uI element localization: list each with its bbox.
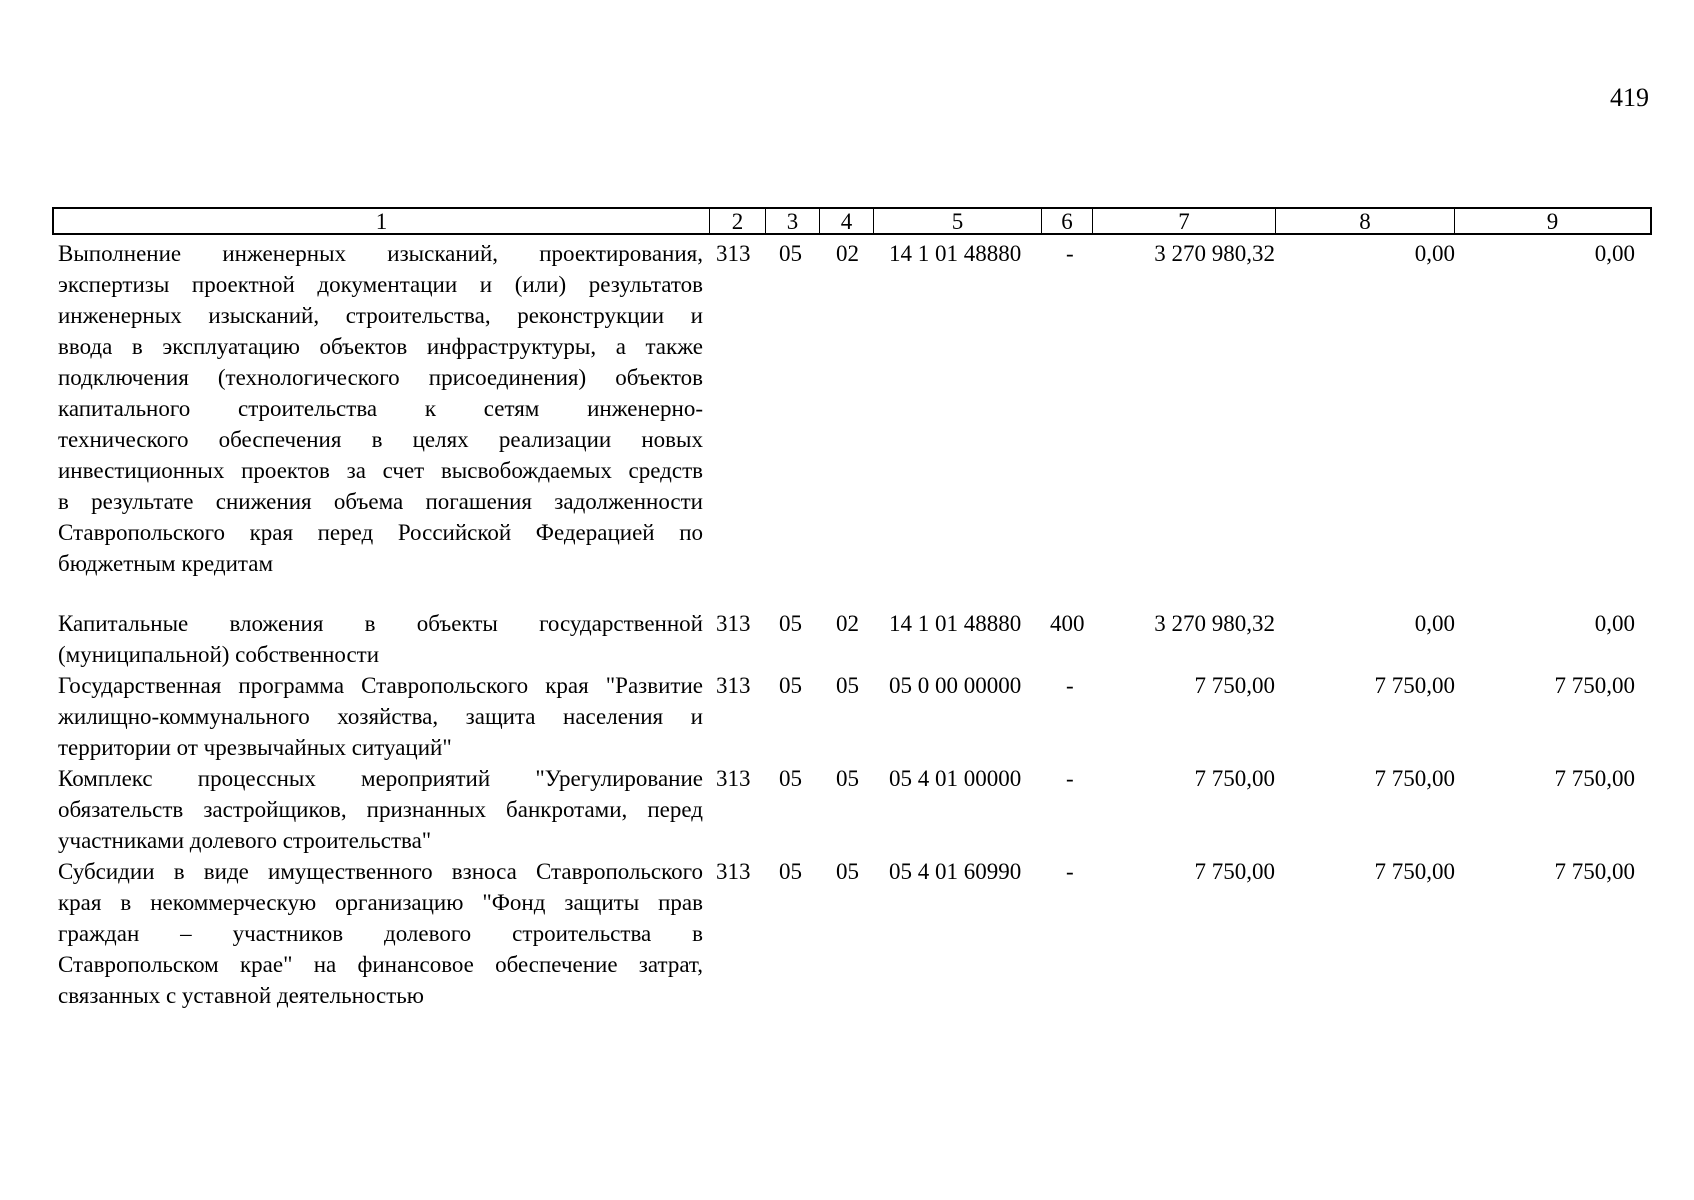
description-line: Выполнение инженерных изысканий, проектирования, bbox=[58, 241, 703, 266]
cell-col-8: 7 750,00 bbox=[1374, 859, 1455, 884]
cell-col-7: 7 750,00 bbox=[1194, 766, 1275, 791]
cell-col-8: 7 750,00 bbox=[1374, 766, 1455, 791]
cell-col-2: 313 bbox=[716, 611, 751, 636]
cell-col-3: 05 bbox=[779, 766, 802, 791]
cell-col-6: - bbox=[1066, 766, 1074, 791]
cell-col-7: 7 750,00 bbox=[1194, 673, 1275, 698]
description-line: инвестиционных проектов за счет высвобождаемых средств bbox=[58, 458, 703, 483]
cell-col-5: 14 1 01 48880 bbox=[889, 611, 1022, 636]
cell-col-6: - bbox=[1066, 241, 1074, 266]
row-description bbox=[58, 856, 703, 1011]
row-description bbox=[58, 763, 703, 856]
description-line: жилищно-коммунального хозяйства, защита населения и bbox=[58, 704, 703, 729]
description-line: экспертизы проектной документации и (или) результатов bbox=[58, 272, 703, 297]
description-line: Государственная программа Ставропольского края "Развитие bbox=[58, 673, 703, 698]
cell-col-7: 3 270 980,32 bbox=[1154, 241, 1275, 266]
cell-col-5: 05 4 01 60990 bbox=[889, 859, 1022, 884]
description-line: Комплекс процессных мероприятий "Урегулирование bbox=[58, 766, 703, 791]
row-description bbox=[58, 608, 703, 670]
description-line: технического обеспечения в целях реализации новых bbox=[58, 427, 703, 452]
header-col-9: 9 bbox=[1454, 209, 1650, 233]
description-line: края в некоммерческую организацию "Фонд защиты прав bbox=[58, 890, 703, 915]
description-line: территории от чрезвычайных ситуаций" bbox=[58, 735, 452, 760]
cell-col-9: 0,00 bbox=[1594, 241, 1635, 266]
header-col-4: 4 bbox=[819, 209, 873, 233]
header-col-7: 7 bbox=[1092, 209, 1275, 233]
cell-col-9: 7 750,00 bbox=[1554, 766, 1635, 791]
cell-col-8: 0,00 bbox=[1414, 241, 1455, 266]
cell-col-3: 05 bbox=[779, 611, 802, 636]
cell-col-8: 0,00 bbox=[1414, 611, 1455, 636]
description-line: инженерных изысканий, строительства, реконструкции и bbox=[58, 303, 703, 328]
cell-col-6: 400 bbox=[1050, 611, 1085, 636]
cell-col-4: 05 bbox=[836, 766, 859, 791]
cell-col-4: 05 bbox=[836, 673, 859, 698]
cell-col-9: 7 750,00 bbox=[1554, 673, 1635, 698]
header-col-8: 8 bbox=[1275, 209, 1454, 233]
description-line: Капитальные вложения в объекты государственной bbox=[58, 611, 703, 636]
header-col-1: 1 bbox=[375, 209, 388, 234]
description-line: бюджетным кредитам bbox=[58, 551, 274, 576]
header-col-5: 5 bbox=[873, 209, 1041, 233]
cell-col-2: 313 bbox=[716, 766, 751, 791]
description-line: участниками долевого строительства" bbox=[58, 828, 432, 853]
description-line: Субсидии в виде имущественного взноса Ставропольского bbox=[58, 859, 703, 884]
cell-col-2: 313 bbox=[716, 859, 751, 884]
cell-col-4: 05 bbox=[836, 859, 859, 884]
row-description bbox=[58, 238, 703, 579]
page-number: 419 bbox=[1610, 83, 1649, 112]
description-line: Ставропольском крае" на финансовое обеспечение затрат, bbox=[58, 952, 703, 977]
cell-col-4: 02 bbox=[836, 241, 859, 266]
description-line: подключения (технологического присоединения) объектов bbox=[58, 365, 703, 390]
cell-col-3: 05 bbox=[779, 859, 802, 884]
description-line: капитального строительства к сетям инженерно- bbox=[58, 396, 703, 421]
description-line: Ставропольского края перед Российской Федерацией по bbox=[58, 520, 703, 545]
cell-col-9: 0,00 bbox=[1594, 611, 1635, 636]
cell-col-6: - bbox=[1066, 859, 1074, 884]
header-col-3: 3 bbox=[765, 209, 819, 233]
cell-col-3: 05 bbox=[779, 673, 802, 698]
cell-col-9: 7 750,00 bbox=[1554, 859, 1635, 884]
cell-col-2: 313 bbox=[716, 241, 751, 266]
cell-col-6: - bbox=[1066, 673, 1074, 698]
cell-col-7: 7 750,00 bbox=[1194, 859, 1275, 884]
description-line: обязательств застройщиков, признанных банкротами, перед bbox=[58, 797, 703, 822]
cell-col-5: 05 0 00 00000 bbox=[889, 673, 1022, 698]
cell-col-5: 05 4 01 00000 bbox=[889, 766, 1022, 791]
cell-col-7: 3 270 980,32 bbox=[1154, 611, 1275, 636]
cell-col-8: 7 750,00 bbox=[1374, 673, 1455, 698]
row-description bbox=[58, 670, 703, 763]
header-col-2: 2 bbox=[709, 209, 765, 233]
cell-col-5: 14 1 01 48880 bbox=[889, 241, 1022, 266]
description-line: связанных с уставной деятельностью bbox=[58, 983, 424, 1008]
description-line: граждан – участников долевого строительства в bbox=[58, 921, 703, 946]
table-header bbox=[52, 207, 1652, 235]
description-line: в результате снижения объема погашения задолженности bbox=[58, 489, 703, 514]
header-col-6: 6 bbox=[1041, 209, 1092, 233]
cell-col-4: 02 bbox=[836, 611, 859, 636]
cell-col-2: 313 bbox=[716, 673, 751, 698]
cell-col-3: 05 bbox=[779, 241, 802, 266]
description-line: (муниципальной) собственности bbox=[58, 642, 380, 667]
description-line: ввода в эксплуатацию объектов инфраструктуры, а также bbox=[58, 334, 703, 359]
